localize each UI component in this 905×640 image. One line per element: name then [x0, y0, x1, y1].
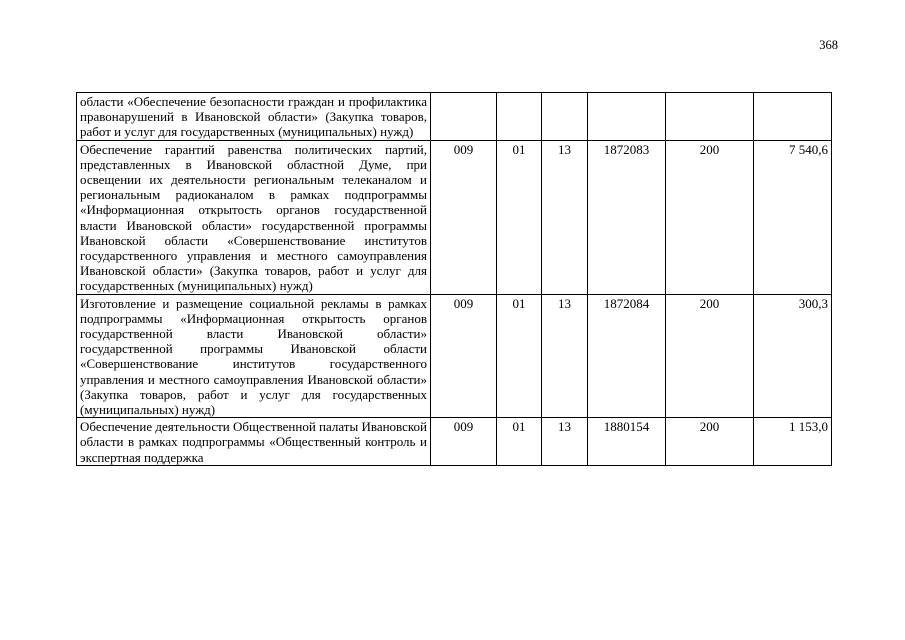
- table-row: [77, 93, 832, 141]
- expense-type-code: [666, 93, 754, 141]
- target-article-code: [588, 93, 666, 141]
- expense-type-code: 200: [666, 294, 754, 418]
- ministry-code: 009: [431, 294, 497, 418]
- subsection-code: 13: [542, 294, 588, 418]
- subsection-code: [542, 93, 588, 141]
- table-row: [77, 140, 832, 294]
- section-code: 01: [497, 294, 542, 418]
- row-description: Обеспечение деятельности Общественной палаты Ивановской области в рамках подпрограммы «Общественный контроль и экспертная поддержка: [77, 418, 431, 466]
- row-description: области «Обеспечение безопасности граждан и профилактика правонарушений в Ивановской области» (Закупка товаров, работ и услуг для государственных (муниципальных) нужд): [77, 93, 431, 141]
- row-description: Изготовление и размещение социальной рекламы в рамках подпрограммы «Информационная открытость органов государственной власти Ивановской области» государственной программы Ивановской области «Совершенствование институтов государственного управления и местного самоуправления Ивановской области» (Закупка товаров, работ и услуг для государственных (муниципальных) нужд): [77, 294, 431, 418]
- expense-type-code: 200: [666, 418, 754, 466]
- budget-table: [76, 92, 832, 466]
- amount: 1 153,0: [754, 418, 832, 466]
- target-article-code: 1872084: [588, 294, 666, 418]
- table-row: [77, 418, 832, 466]
- ministry-code: 009: [431, 418, 497, 466]
- section-code: 01: [497, 418, 542, 466]
- amount: 7 540,6: [754, 140, 832, 294]
- ministry-code: [431, 93, 497, 141]
- amount: 300,3: [754, 294, 832, 418]
- amount: [754, 93, 832, 141]
- ministry-code: 009: [431, 140, 497, 294]
- section-code: 01: [497, 140, 542, 294]
- page-number: 368: [819, 38, 838, 52]
- expense-type-code: 200: [666, 140, 754, 294]
- subsection-code: 13: [542, 418, 588, 466]
- row-description: Обеспечение гарантий равенства политических партий, представленных в Ивановской областной Думе, при освещении их деятельности региональным телеканалом и региональным радиоканалом в рамках подпрограммы «Информационная открытость органов государственной власти Ивановской области» государственной программы Ивановской области «Совершенствование институтов государственного управления и местного самоуправления Ивановской области» (Закупка товаров, работ и услуг для государственных (муниципальных) нужд): [77, 140, 431, 294]
- section-code: [497, 93, 542, 141]
- subsection-code: 13: [542, 140, 588, 294]
- target-article-code: 1880154: [588, 418, 666, 466]
- target-article-code: 1872083: [588, 140, 666, 294]
- table-row: [77, 294, 832, 418]
